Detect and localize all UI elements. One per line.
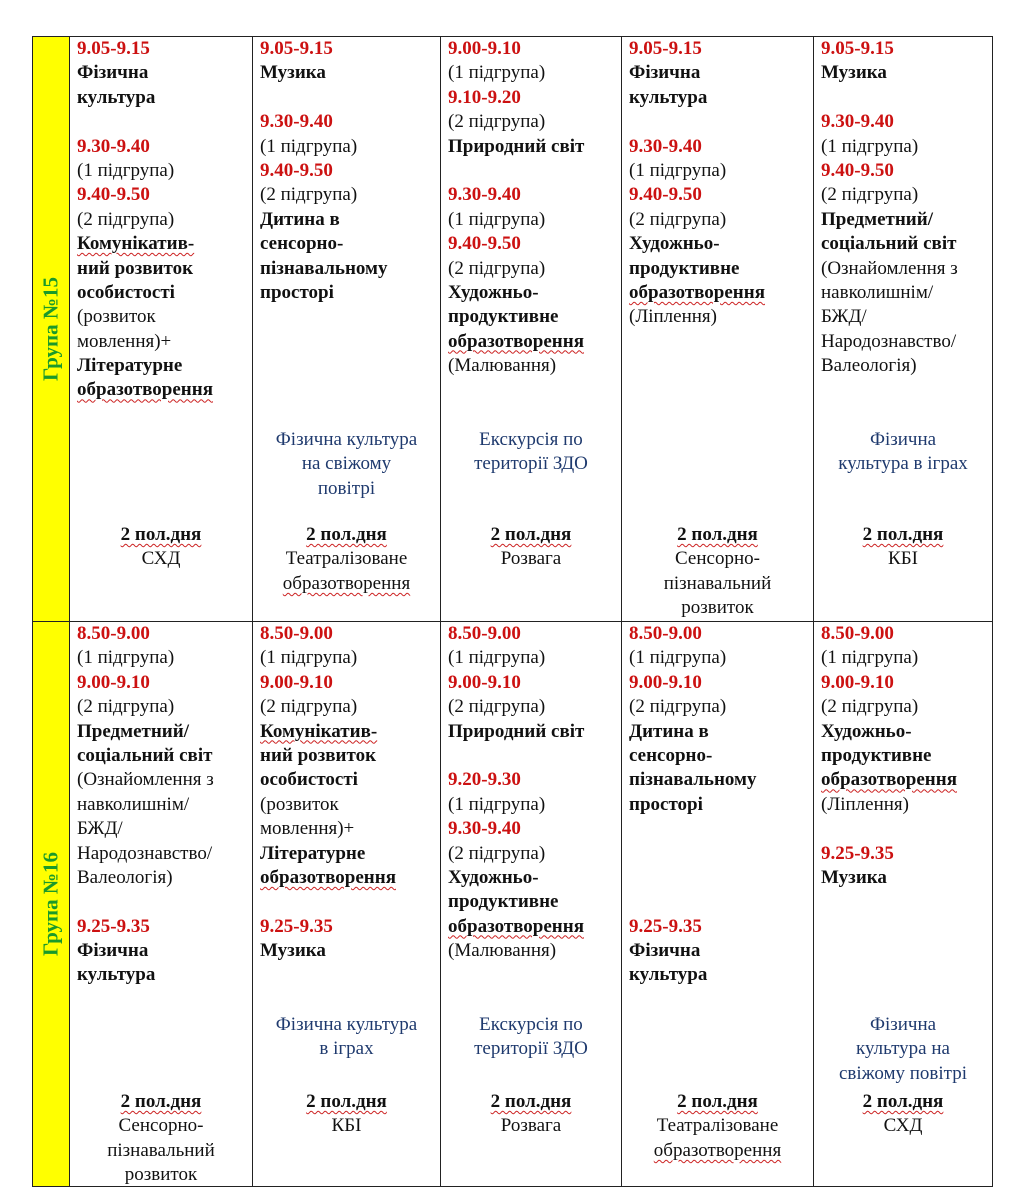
afternoon-block bbox=[622, 1090, 813, 1163]
time-slot: 9.30-9.40 bbox=[77, 135, 150, 157]
time-slot: 9.05-9.15 bbox=[77, 38, 150, 59]
lesson-line: (2 підгрупа) bbox=[629, 208, 727, 230]
lesson-line: (2 підгрупа) bbox=[260, 696, 358, 718]
lesson-line bbox=[448, 744, 621, 768]
lesson-line: особистості bbox=[77, 281, 175, 303]
lesson-line: (2 підгрупа) bbox=[77, 696, 175, 718]
lesson-line: БЖД/ bbox=[77, 818, 123, 840]
lesson-line: (Ознайомлення з bbox=[821, 257, 958, 279]
lesson-line: Предметний/ bbox=[77, 720, 189, 742]
walk-line: на свіжому bbox=[301, 453, 392, 475]
afternoon-activity: Розвага bbox=[500, 548, 562, 570]
lesson-line: Фізична bbox=[629, 940, 701, 962]
lesson-line: пізнавальному bbox=[260, 257, 388, 279]
time-slot: 9.05-9.15 bbox=[629, 38, 702, 59]
lesson-line: (розвиток bbox=[77, 306, 156, 328]
time-slot: 9.00-9.10 bbox=[629, 671, 702, 693]
lesson-line: Фізична bbox=[77, 940, 149, 962]
lesson-line: (2 підгрупа) bbox=[629, 696, 727, 718]
walk-activity bbox=[441, 1013, 621, 1062]
group-name: Група №16 bbox=[38, 852, 63, 956]
lesson-line: образотворення bbox=[260, 866, 396, 888]
afternoon-activity: пізнавальний bbox=[663, 572, 772, 594]
lesson-line: Художньо- bbox=[448, 866, 539, 888]
lesson-line: культура bbox=[629, 964, 708, 986]
lesson-line: (1 підгрупа) bbox=[77, 159, 175, 181]
lesson-line bbox=[629, 110, 813, 134]
time-slot: 9.30-9.40 bbox=[821, 111, 894, 133]
walk-line: повітрі bbox=[317, 477, 376, 499]
time-slot: 8.50-9.00 bbox=[629, 623, 702, 644]
lessons-block bbox=[70, 622, 252, 988]
walk-line: в іграх bbox=[319, 1038, 374, 1060]
walk-line: Екскурсія по bbox=[479, 1014, 583, 1035]
walk-line: Фізична bbox=[869, 429, 937, 450]
lesson-line bbox=[77, 890, 252, 914]
lesson-line: Літературне bbox=[260, 842, 366, 864]
lesson-line: культура bbox=[77, 964, 156, 986]
lesson-line: БЖД/ bbox=[821, 306, 867, 328]
afternoon-block bbox=[253, 1090, 440, 1139]
lesson-line: образотворення bbox=[821, 769, 957, 791]
lesson-line: Дитина в bbox=[260, 208, 340, 230]
lesson-line: (Ліплення) bbox=[629, 306, 717, 328]
lessons-block bbox=[622, 37, 813, 330]
time-slot: 9.05-9.15 bbox=[821, 38, 894, 59]
afternoon-activity: КБІ bbox=[331, 1115, 362, 1137]
afternoon-block bbox=[814, 1090, 992, 1139]
lesson-line: (2 підгрупа) bbox=[448, 111, 546, 133]
afternoon-block bbox=[253, 523, 440, 596]
lesson-line: (2 підгрупа) bbox=[448, 257, 546, 279]
lesson-line bbox=[629, 842, 813, 866]
afternoon-label: 2 пол.дня bbox=[306, 1091, 387, 1112]
lesson-line: Природний світ bbox=[448, 135, 585, 157]
lesson-line bbox=[260, 86, 440, 110]
lessons-block bbox=[441, 622, 621, 963]
lesson-line: сенсорно- bbox=[260, 233, 344, 255]
time-slot: 9.30-9.40 bbox=[260, 111, 333, 133]
lesson-line: особистості bbox=[260, 769, 358, 791]
lesson-line bbox=[260, 890, 440, 914]
walk-activity bbox=[253, 1013, 440, 1062]
time-slot: 9.40-9.50 bbox=[77, 184, 150, 206]
time-slot: 9.00-9.10 bbox=[821, 671, 894, 693]
walk-activity bbox=[253, 428, 440, 501]
lesson-line: (1 підгрупа) bbox=[448, 793, 546, 815]
walk-line: Екскурсія по bbox=[479, 429, 583, 450]
lessons-block bbox=[253, 622, 440, 963]
lesson-line: продуктивне bbox=[821, 744, 932, 766]
lesson-line bbox=[821, 817, 992, 841]
lesson-line: (1 підгрупа) bbox=[260, 647, 358, 669]
lesson-line: Комунікатив- bbox=[260, 720, 378, 742]
time-slot: 9.25-9.35 bbox=[77, 915, 150, 937]
lesson-line: (1 підгрупа) bbox=[448, 647, 546, 669]
time-slot: 9.00-9.10 bbox=[448, 38, 521, 59]
lesson-line: навколишнім/ bbox=[821, 281, 934, 303]
lessons-block bbox=[253, 37, 440, 305]
lesson-line: ний розвиток bbox=[260, 744, 377, 766]
group-row bbox=[33, 37, 993, 622]
lesson-line: сенсорно- bbox=[629, 744, 713, 766]
walk-line: культура в іграх bbox=[838, 453, 968, 475]
walk-line: культура на bbox=[856, 1038, 950, 1060]
lesson-line: (1 підгрупа) bbox=[821, 135, 919, 157]
lesson-line: продуктивне bbox=[629, 257, 740, 279]
lesson-line: продуктивне bbox=[448, 306, 559, 328]
lesson-line bbox=[629, 866, 813, 890]
time-slot: 9.10-9.20 bbox=[448, 86, 521, 108]
lesson-line: (Ознайомлення з bbox=[77, 769, 214, 791]
afternoon-activity: СХД bbox=[141, 548, 181, 570]
lesson-line: соціальний світ bbox=[821, 233, 957, 255]
lesson-line: образотворення bbox=[448, 915, 584, 937]
lesson-line: просторі bbox=[260, 281, 334, 303]
afternoon-block bbox=[441, 523, 621, 572]
walk-line: території ЗДО bbox=[474, 1038, 588, 1060]
afternoon-activity: СХД bbox=[883, 1115, 923, 1137]
afternoon-activity: КБІ bbox=[888, 548, 918, 570]
afternoon-label: 2 пол.дня bbox=[490, 1091, 572, 1112]
afternoon-label: 2 пол.дня bbox=[490, 524, 572, 545]
group-label-cell bbox=[33, 622, 70, 1187]
lesson-line: Літературне bbox=[77, 355, 183, 377]
afternoon-activity: Сенсорно- bbox=[675, 548, 760, 570]
walk-line: свіжому повітрі bbox=[839, 1062, 967, 1084]
lesson-line: навколишнім/ bbox=[77, 793, 190, 815]
afternoon-label: 2 пол.дня bbox=[120, 524, 202, 545]
afternoon-activity: розвиток bbox=[124, 1164, 198, 1186]
time-slot: 9.25-9.35 bbox=[629, 915, 702, 937]
group-row bbox=[33, 622, 993, 1187]
lesson-line: ний розвиток bbox=[77, 257, 194, 279]
lesson-line: Народознавство/ bbox=[77, 842, 213, 864]
lesson-line: Валеологія) bbox=[821, 355, 917, 377]
afternoon-block bbox=[70, 1090, 252, 1188]
lesson-line: мовлення)+ bbox=[77, 330, 172, 352]
lesson-line: Музика bbox=[821, 62, 887, 84]
day-cell bbox=[814, 37, 993, 622]
lesson-line: Дитина в bbox=[629, 720, 709, 742]
afternoon-block bbox=[441, 1090, 621, 1139]
lesson-line: (1 підгрупа) bbox=[448, 62, 546, 84]
lesson-line: Предметний/ bbox=[821, 208, 933, 230]
time-slot: 9.25-9.35 bbox=[260, 915, 333, 937]
day-cell bbox=[622, 622, 814, 1187]
time-slot: 9.40-9.50 bbox=[448, 233, 521, 255]
time-slot: 9.00-9.10 bbox=[448, 671, 521, 693]
time-slot: 9.30-9.40 bbox=[629, 135, 702, 157]
lesson-line: (1 підгрупа) bbox=[448, 208, 546, 230]
time-slot: 9.20-9.30 bbox=[448, 769, 521, 791]
lesson-line: (1 підгрупа) bbox=[77, 647, 175, 669]
lesson-line: (2 підгрупа) bbox=[448, 696, 546, 718]
lesson-line: Музика bbox=[821, 866, 887, 888]
day-cell bbox=[814, 622, 993, 1187]
time-slot: 9.05-9.15 bbox=[260, 38, 333, 59]
afternoon-label: 2 пол.дня bbox=[677, 1091, 758, 1112]
walk-activity bbox=[814, 428, 992, 477]
time-slot: 8.50-9.00 bbox=[77, 623, 150, 644]
time-slot: 8.50-9.00 bbox=[448, 623, 521, 644]
schedule-table bbox=[32, 36, 993, 1187]
lesson-line: (2 підгрупа) bbox=[260, 184, 358, 206]
lesson-line: (2 підгрупа) bbox=[821, 184, 919, 206]
lesson-line: культура bbox=[629, 86, 708, 108]
time-slot: 9.25-9.35 bbox=[821, 842, 894, 864]
time-slot: 8.50-9.00 bbox=[260, 623, 333, 644]
lesson-line: (2 підгрупа) bbox=[821, 696, 919, 718]
lessons-block bbox=[814, 37, 992, 378]
lesson-line: Комунікатив- bbox=[77, 233, 195, 255]
lesson-line: Фізична bbox=[77, 62, 149, 84]
afternoon-label: 2 пол.дня bbox=[677, 524, 758, 545]
day-cell bbox=[70, 37, 253, 622]
day-cell bbox=[441, 37, 622, 622]
afternoon-activity: Театралізоване bbox=[285, 548, 408, 570]
time-slot: 9.40-9.50 bbox=[260, 159, 333, 181]
time-slot: 9.40-9.50 bbox=[629, 184, 702, 206]
afternoon-activity: образотворення bbox=[282, 572, 411, 594]
time-slot: 9.40-9.50 bbox=[821, 159, 894, 181]
lesson-line bbox=[448, 159, 621, 183]
time-slot: 8.50-9.00 bbox=[821, 623, 894, 644]
lesson-line: соціальний світ bbox=[77, 744, 213, 766]
lesson-line: (1 підгрупа) bbox=[260, 135, 358, 157]
lesson-line: Музика bbox=[260, 62, 326, 84]
lessons-block bbox=[70, 37, 252, 403]
walk-activity bbox=[441, 428, 621, 477]
lesson-line: Природний світ bbox=[448, 720, 585, 742]
afternoon-block bbox=[622, 523, 813, 621]
afternoon-label: 2 пол.дня bbox=[862, 524, 944, 545]
lesson-line: (Малювання) bbox=[448, 355, 557, 377]
lesson-line: пізнавальному bbox=[629, 769, 757, 791]
lesson-line bbox=[77, 110, 252, 134]
lesson-line: (розвиток bbox=[260, 793, 339, 815]
lesson-line: Фізична bbox=[629, 62, 701, 84]
lesson-line: образотворення bbox=[77, 379, 213, 401]
lesson-line: просторі bbox=[629, 793, 703, 815]
afternoon-activity: Розвага bbox=[500, 1115, 562, 1137]
lesson-line: (Ліплення) bbox=[821, 793, 909, 815]
lesson-line: образотворення bbox=[448, 330, 584, 352]
lesson-line: Художньо- bbox=[821, 720, 912, 742]
lessons-block bbox=[814, 622, 992, 890]
lesson-line: Художньо- bbox=[448, 281, 539, 303]
afternoon-activity: розвиток bbox=[681, 597, 754, 619]
time-slot: 9.30-9.40 bbox=[448, 818, 521, 840]
group-label-cell bbox=[33, 37, 70, 622]
lesson-line: продуктивне bbox=[448, 891, 559, 913]
walk-line: Фізична культура bbox=[275, 429, 418, 450]
afternoon-activity: пізнавальний bbox=[107, 1139, 215, 1161]
walk-line: території ЗДО bbox=[474, 453, 588, 475]
lesson-line: Музика bbox=[260, 940, 326, 962]
day-cell bbox=[253, 37, 441, 622]
day-cell bbox=[70, 622, 253, 1187]
lesson-line: (Малювання) bbox=[448, 940, 557, 962]
lesson-line: (2 підгрупа) bbox=[77, 208, 175, 230]
lesson-line: (2 підгрупа) bbox=[448, 842, 546, 864]
time-slot: 9.30-9.40 bbox=[448, 184, 521, 206]
time-slot: 9.00-9.10 bbox=[77, 671, 150, 693]
walk-line: Фізична bbox=[869, 1014, 937, 1035]
afternoon-block bbox=[814, 523, 992, 572]
lesson-line: (1 підгрупа) bbox=[821, 647, 919, 669]
lessons-block bbox=[622, 622, 813, 988]
lesson-line: мовлення)+ bbox=[260, 818, 355, 840]
lesson-line: Народознавство/ bbox=[821, 330, 957, 352]
lesson-line bbox=[629, 817, 813, 841]
afternoon-activity: Сенсорно- bbox=[118, 1115, 204, 1137]
afternoon-label: 2 пол.дня bbox=[862, 1091, 944, 1112]
lesson-line: (1 підгрупа) bbox=[629, 647, 727, 669]
afternoon-block bbox=[70, 523, 252, 572]
afternoon-label: 2 пол.дня bbox=[306, 524, 387, 545]
lesson-line bbox=[821, 86, 992, 110]
group-name: Група №15 bbox=[38, 277, 63, 381]
lesson-line: культура bbox=[77, 86, 156, 108]
lesson-line: (1 підгрупа) bbox=[629, 159, 727, 181]
lesson-line: Художньо- bbox=[629, 233, 720, 255]
day-cell bbox=[441, 622, 622, 1187]
time-slot: 9.00-9.10 bbox=[260, 671, 333, 693]
afternoon-label: 2 пол.дня bbox=[120, 1091, 202, 1112]
lesson-line: образотворення bbox=[629, 281, 765, 303]
afternoon-activity: Театралізоване bbox=[656, 1115, 779, 1137]
lessons-block bbox=[441, 37, 621, 378]
lesson-line: Валеологія) bbox=[77, 866, 173, 888]
day-cell bbox=[253, 622, 441, 1187]
day-cell bbox=[622, 37, 814, 622]
walk-activity bbox=[814, 1013, 992, 1086]
walk-line: Фізична культура bbox=[275, 1014, 418, 1035]
afternoon-activity: образотворення bbox=[653, 1139, 782, 1161]
lesson-line bbox=[629, 890, 813, 914]
